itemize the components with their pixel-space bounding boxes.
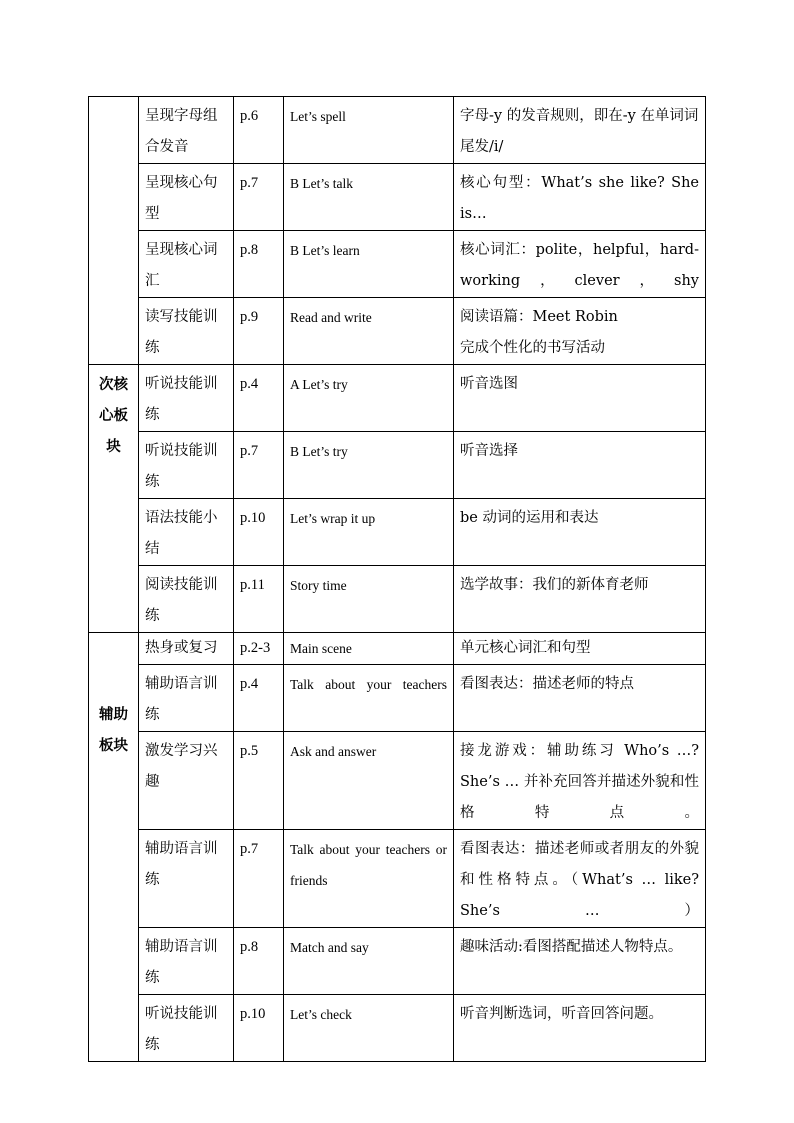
description-cell: 看图表达：描述老师或者朋友的外貌和性格特点。（What’s … like? She’s … ）	[454, 830, 706, 928]
table-row	[89, 231, 706, 298]
category-label-line: 次核	[99, 376, 128, 393]
description-cell: 听音判断选词，听音回答问题。	[454, 995, 706, 1062]
title-cell: A Let’s try	[284, 365, 454, 432]
title-cell: Match and say	[284, 928, 454, 995]
description-cell: 趣味活动:看图搭配描述人物特点。	[454, 928, 706, 995]
title-cell	[284, 665, 454, 732]
category-label-line: 心板	[99, 407, 128, 424]
activity-cell: 辅助语言训练	[139, 665, 234, 732]
title-cell: Let’s check	[284, 995, 454, 1062]
activity-cell: 辅助语言训练	[139, 830, 234, 928]
page-cell: p.9	[234, 298, 284, 365]
title-cell: Let’s spell	[284, 97, 454, 164]
description-cell: 听音选图	[454, 365, 706, 432]
description-cell: 看图表达：描述老师的特点	[454, 665, 706, 732]
description-cell: 单元核心词汇和句型	[454, 633, 706, 665]
description-cell: 核心词汇：polite，helpful，hard-working，clever，shy	[454, 231, 706, 298]
activity-cell: 语法技能小结	[139, 499, 234, 566]
title-cell: Read and write	[284, 298, 454, 365]
page-cell: p.4	[234, 665, 284, 732]
description-cell: 字母-y 的发音规则，即在-y 在单词词尾发/i/	[454, 97, 706, 164]
category-cell-auxiliary	[89, 633, 139, 1062]
title-cell: Let’s wrap it up	[284, 499, 454, 566]
activity-cell: 热身或复习	[139, 633, 234, 665]
description-line: 阅读语篇：Meet Robin	[460, 309, 618, 325]
title-cell: B Let’s try	[284, 432, 454, 499]
category-label-line: 辅助	[99, 706, 128, 723]
page-cell: p.2-3	[234, 633, 284, 665]
table-row	[89, 432, 706, 499]
title-cell: Ask and answer	[284, 732, 454, 830]
activity-cell: 听说技能训练	[139, 995, 234, 1062]
activity-cell: 读写技能训练	[139, 298, 234, 365]
lesson-plan-table	[88, 96, 706, 1062]
category-label-line: 板块	[99, 737, 128, 754]
activity-cell: 听说技能训练	[139, 365, 234, 432]
page-cell: p.7	[234, 164, 284, 231]
table-row	[89, 97, 706, 164]
page-cell: p.4	[234, 365, 284, 432]
title-cell: Main scene	[284, 633, 454, 665]
title-cell	[284, 830, 454, 928]
description-cell: 听音选择	[454, 432, 706, 499]
category-label-line: 块	[106, 438, 121, 455]
activity-cell: 辅助语言训练	[139, 928, 234, 995]
page-cell: p.6	[234, 97, 284, 164]
activity-cell: 激发学习兴趣	[139, 732, 234, 830]
table-row	[89, 499, 706, 566]
page-cell: p.5	[234, 732, 284, 830]
table-row	[89, 732, 706, 830]
title-text: Talk about your teachers	[290, 677, 447, 692]
table-row	[89, 830, 706, 928]
description-cell	[454, 298, 706, 365]
table-row	[89, 298, 706, 365]
table-row	[89, 164, 706, 231]
activity-cell: 呈现字母组合发音	[139, 97, 234, 164]
title-text: Talk about your teachers or friends	[290, 842, 447, 888]
activity-cell: 呈现核心词汇	[139, 231, 234, 298]
page-cell: p.7	[234, 432, 284, 499]
description-line: 完成个性化的书写活动	[460, 340, 605, 356]
table-row	[89, 566, 706, 633]
table-row	[89, 365, 706, 432]
page-cell: p.8	[234, 231, 284, 298]
title-cell: B Let’s talk	[284, 164, 454, 231]
table-row	[89, 995, 706, 1062]
page-cell: p.10	[234, 499, 284, 566]
activity-cell: 听说技能训练	[139, 432, 234, 499]
description-cell: 接龙游戏：辅助练习 Who’s …? She’s … 并补充回答并描述外貌和性格特点。	[454, 732, 706, 830]
activity-cell: 呈现核心句型	[139, 164, 234, 231]
page-cell: p.8	[234, 928, 284, 995]
category-cell-secondary-core	[89, 365, 139, 633]
description-cell: 选学故事：我们的新体育老师	[454, 566, 706, 633]
table-row	[89, 928, 706, 995]
table-row	[89, 633, 706, 665]
page-cell: p.11	[234, 566, 284, 633]
page-cell: p.10	[234, 995, 284, 1062]
page-cell: p.7	[234, 830, 284, 928]
category-cell-core	[89, 97, 139, 365]
description-cell: be 动词的运用和表达	[454, 499, 706, 566]
activity-cell: 阅读技能训练	[139, 566, 234, 633]
table-row	[89, 665, 706, 732]
title-cell: Story time	[284, 566, 454, 633]
description-cell: 核心句型：What’s she like? She is…	[454, 164, 706, 231]
title-cell: B Let’s learn	[284, 231, 454, 298]
